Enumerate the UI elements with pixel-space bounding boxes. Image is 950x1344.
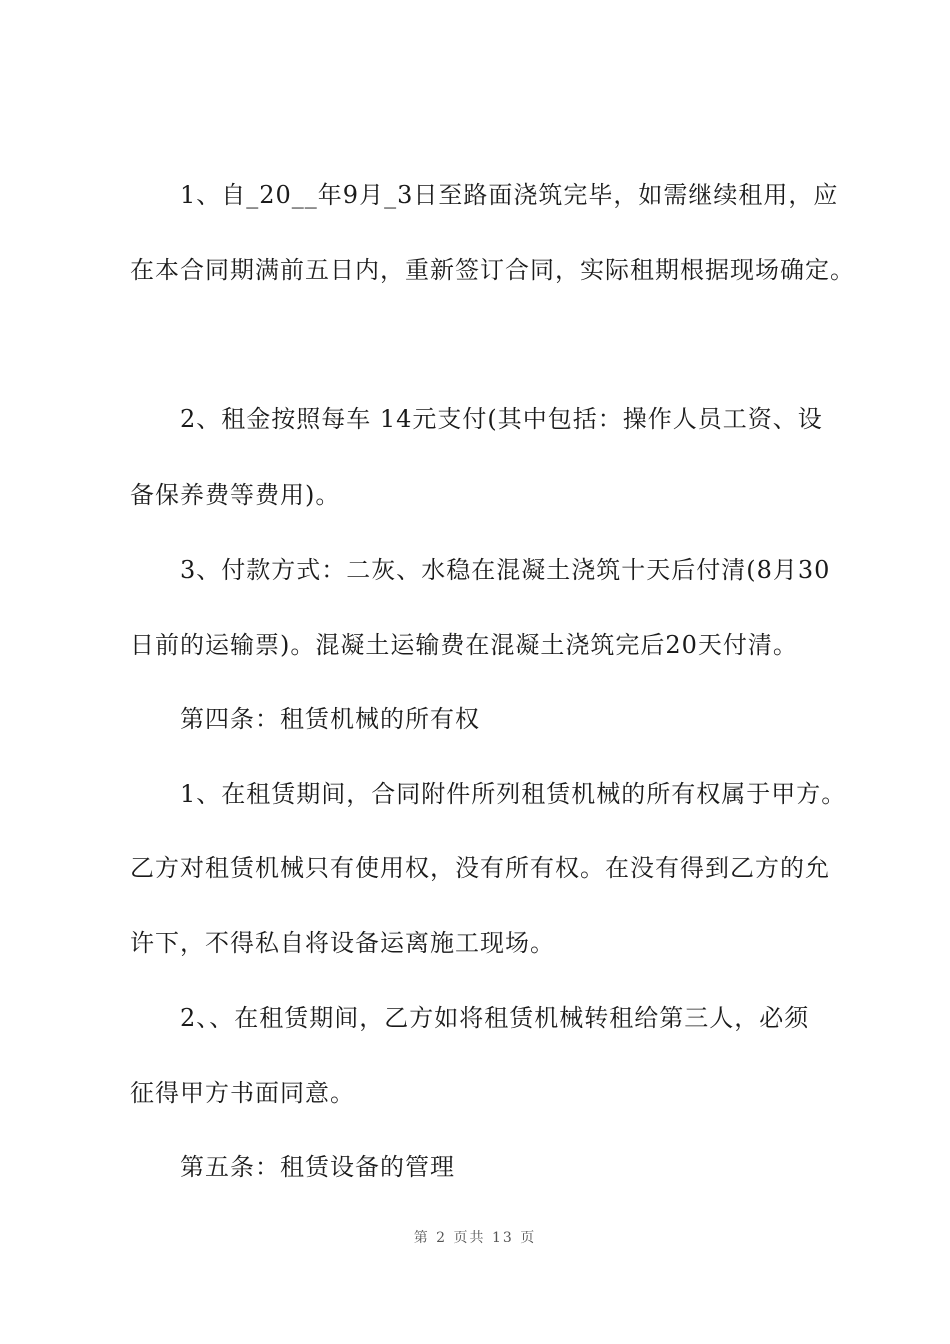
paragraph-line: 3、付款方式：二灰、水稳在混凝土浇筑十天后付清(8月30 [180, 556, 831, 584]
paragraph-line: 2、、在租赁期间，乙方如将租赁机械转租给第三人，必须 [180, 1004, 810, 1032]
section-heading: 第五条：租赁设备的管理 [180, 1153, 455, 1181]
section-heading: 第四条：租赁机械的所有权 [180, 705, 480, 733]
paragraph-line: 征得甲方书面同意。 [130, 1079, 355, 1107]
paragraph-line: 许下，不得私自将设备运离施工现场。 [130, 929, 555, 957]
page-number-footer: 第 2 页共 13 页 [413, 1230, 537, 1246]
paragraph-line: 2、租金按照每车 14元支付(其中包括：操作人员工资、设 [180, 405, 823, 433]
paragraph-line: 乙方对租赁机械只有使用权，没有所有权。在没有得到乙方的允 [130, 854, 830, 882]
paragraph-line: 1、在租赁期间，合同附件所列租赁机械的所有权属于甲方。 [180, 780, 847, 808]
paragraph-line: 备保养费等费用)。 [130, 481, 341, 509]
paragraph-line: 1、自_20__年9月_3日至路面浇筑完毕，如需继续租用，应 [180, 181, 839, 209]
paragraph-line: 在本合同期满前五日内，重新签订合同，实际租期根据现场确定。 [130, 256, 855, 284]
paragraph-line: 日前的运输票)。混凝土运输费在混凝土浇筑完后20天付清。 [130, 631, 798, 659]
